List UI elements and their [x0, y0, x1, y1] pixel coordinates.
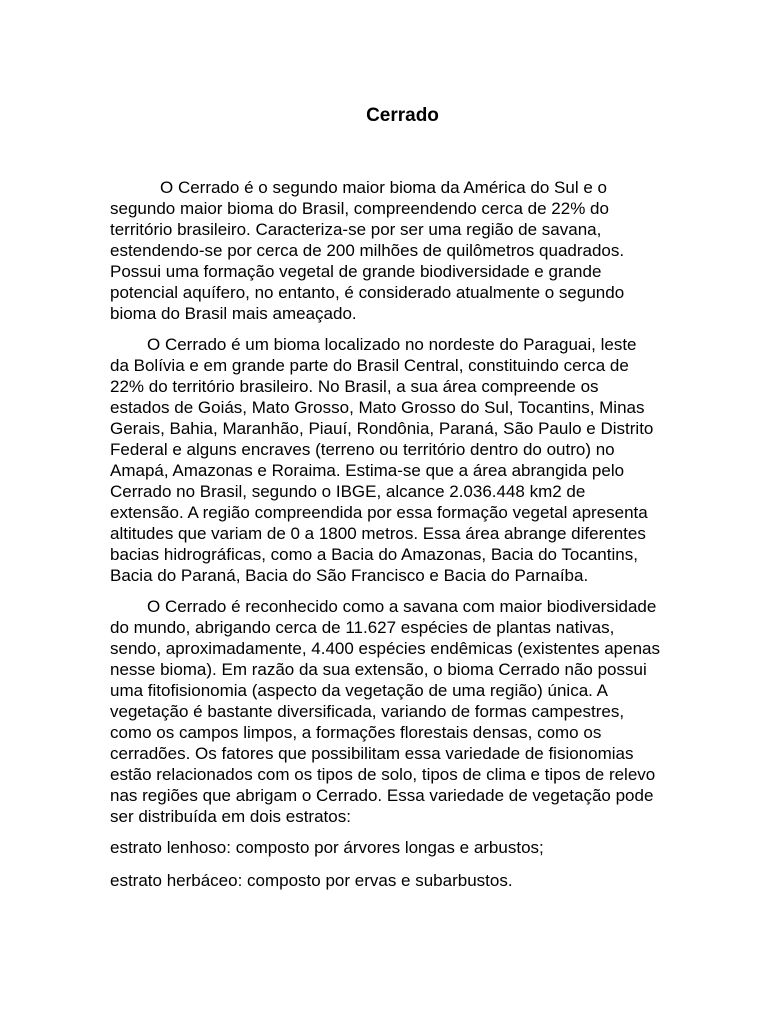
page-title: Cerrado: [366, 105, 439, 126]
list-item: estrato herbáceo: composto por ervas e subarbustos.: [110, 871, 513, 890]
document-body: [110, 177, 670, 903]
list-item: estrato lenhoso: composto por árvores longas e arbustos;: [110, 838, 544, 857]
paragraph: O Cerrado é reconhecido como a savana com maior biodiversidade do mundo, abrigando cerca de 11.627 espécies de plantas nativas, sendo, aproximadamente, 4.400 espécies endêmicas (existentes apenas nesse bioma). Em razão da sua extensão, o bioma Cerrado não possui uma fitofisionomia (aspecto da vegetação de uma região) única. A vegetação é bastante diversificada, variando de formas campestres, como os campos limpos, a formações florestais densas, como os cerradões. Os fatores que possibilitam essa variedade de fisionomias estão relacionados com os tipos de solo, tipos de clima e tipos de relevo nas regiões que abrigam o Cerrado. Essa variedade de vegetação pode ser distribuída em dois estratos:: [110, 597, 661, 826]
paragraph: O Cerrado é um bioma localizado no nordeste do Paraguai, leste da Bolívia e em grande parte do Brasil Central, constituindo cerca de 22% do território brasileiro. No Brasil, a sua área compreende os estados de Goiás, Mato Grosso, Mato Grosso do Sul, Tocantins, Minas Gerais, Bahia, Maranhão, Piauí, Rondônia, Paraná, São Paulo e Distrito Federal e alguns encraves (terreno ou território dentro do outro) no Amapá, Amazonas e Roraima. Estima-se que a área abrangida pelo Cerrado no Brasil, segundo o IBGE, alcance 2.036.448 km2 de extensão. A região compreendida por essa formação vegetal apresenta altitudes que variam de 0 a 1800 metros. Essa área abrange diferentes bacias hidrográficas, como a Bacia do Amazonas, Bacia do Tocantins, Bacia do Paraná, Bacia do São Francisco e Bacia do Parnaíba.: [110, 335, 654, 585]
paragraph: O Cerrado é o segundo maior bioma da América do Sul e o segundo maior bioma do Brasil, compreendendo cerca de 22% do território brasileiro. Caracteriza-se por ser uma região de savana, estendendo-se por cerca de 200 milhões de quilômetros quadrados. Possui uma formação vegetal de grande biodiversidade e grande potencial aquífero, no entanto, é considerado atualmente o segundo bioma do Brasil mais ameaçado.: [110, 178, 625, 323]
